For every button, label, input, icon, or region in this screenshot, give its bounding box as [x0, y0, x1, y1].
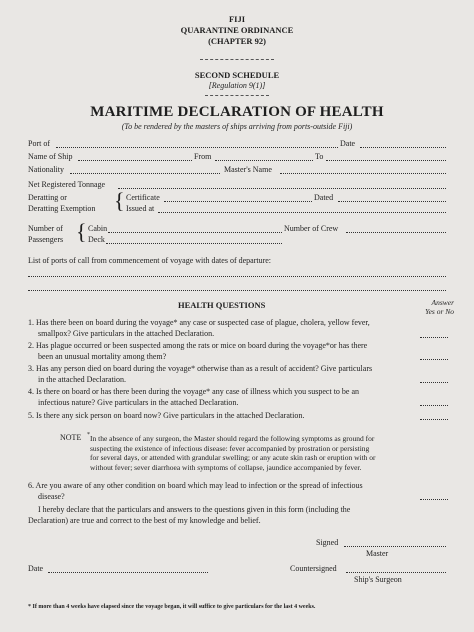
- passengers-brace: {: [76, 219, 87, 244]
- note-label: NOTE: [60, 433, 82, 442]
- from-label: From: [194, 152, 212, 161]
- question-2-line-2: been an unusual mortality among them?: [38, 351, 167, 361]
- question-1: [28, 318, 428, 339]
- declaration-text: [28, 505, 448, 526]
- cabin-label: Cabin: [88, 224, 108, 233]
- dated-label: Dated: [314, 193, 334, 202]
- note-line-2: suspecting the existence of infectious disease: fever accompanied by prostration or persisting: [90, 443, 370, 453]
- ports-list-field-2[interactable]: [28, 290, 446, 291]
- question-3-line-2: in the attached Declaration.: [38, 374, 126, 384]
- port-field[interactable]: [56, 147, 338, 148]
- note-body: [90, 434, 430, 472]
- question-3: [28, 364, 428, 385]
- footnote: * If more than 4 weeks have elapsed since the voyage began, it will suffice to give particulars for the last 4 weeks.: [28, 604, 316, 610]
- signed-field[interactable]: [344, 546, 446, 547]
- chapter-label: (CHAPTER 92): [208, 36, 266, 46]
- ordinance-title: QUARANTINE ORDINANCE: [180, 25, 294, 35]
- page-title: MARITIME DECLARATION OF HEALTH: [90, 104, 384, 120]
- masters-name-field[interactable]: [280, 173, 446, 174]
- port-label: Port of: [28, 139, 50, 148]
- signed-label: Signed: [316, 538, 339, 547]
- certificate-field[interactable]: [164, 201, 312, 202]
- to-label: To: [315, 152, 324, 161]
- nationality-field[interactable]: [70, 173, 220, 174]
- answer-5-field[interactable]: [420, 419, 448, 420]
- date-label: Date: [340, 139, 356, 148]
- tonnage-field[interactable]: [118, 188, 446, 189]
- sign-date-field[interactable]: [48, 572, 208, 573]
- question-1-line-1: 1. Has there been on board during the voyage* any case or suspected case of plague, cholera, yellow fever,: [28, 318, 370, 327]
- question-1-line-2: smallpox? Give particulars in the attached Declaration.: [38, 328, 215, 338]
- question-4-line-2: infectious nature? Give particulars in the attached Declaration.: [38, 397, 239, 407]
- deratting-label: Deratting or: [28, 193, 67, 202]
- answer-label: Answer: [431, 298, 454, 307]
- deck-field[interactable]: [106, 243, 282, 244]
- number-of-label: Number of: [28, 224, 63, 233]
- ship-name-label: Name of Ship: [28, 152, 73, 161]
- answer-1-field[interactable]: [420, 337, 448, 338]
- note-line-3: for several days, or attended with grandular swelling; or any acute skin rash or eruption with or: [90, 453, 376, 462]
- ship-name-field[interactable]: [78, 160, 192, 161]
- declaration-line-1: I hereby declare that the particulars and answers to the questions given in this form (including the: [38, 505, 351, 514]
- answer-4-field[interactable]: [420, 405, 448, 406]
- passengers-label: Passengers: [28, 235, 64, 244]
- question-2: [28, 341, 428, 362]
- answer-2-field[interactable]: [420, 359, 448, 360]
- masters-name-label: Master's Name: [224, 165, 272, 174]
- schedule-label: SECOND SCHEDULE: [194, 70, 280, 80]
- question-4-line-1: 4. Is there on board or has there been during the voyage* any case of illness which you suspect to be an: [28, 387, 360, 396]
- question-3-line-1: 3. Has any person died on board during the voyage* otherwise than as a result of accident? Give particulars: [28, 364, 373, 373]
- country-name: FIJI: [228, 14, 246, 24]
- deratting-exemption-label: Deratting Exemption: [28, 204, 96, 213]
- to-field[interactable]: [326, 160, 446, 161]
- header-divider: [200, 59, 274, 60]
- issued-at-label: Issued at: [126, 204, 155, 213]
- answer-6-field[interactable]: [420, 499, 448, 500]
- countersigned-label: Countersigned: [290, 564, 337, 573]
- surgeon-label: Ship's Surgeon: [354, 575, 402, 584]
- question-6: [28, 481, 428, 502]
- note-marker: *: [87, 432, 90, 438]
- deck-label: Deck: [88, 235, 105, 244]
- nationality-label: Nationality: [28, 165, 64, 174]
- ports-list-field-1[interactable]: [28, 276, 446, 277]
- question-2-line-1: 2. Has plague occurred or been suspected among the rats or mice on board during the voyage*or has there: [28, 341, 368, 350]
- regulation-label: [Regulation 9(1)]: [208, 81, 266, 90]
- countersigned-field[interactable]: [346, 572, 446, 573]
- declaration-line-2: Declaration) are true and correct to the best of my knowledge and belief.: [28, 515, 261, 525]
- master-label: Master: [366, 549, 389, 558]
- answer-3-field[interactable]: [420, 382, 448, 383]
- note-line-1: In the absence of any surgeon, the Master should regard the following symptoms as ground for: [90, 434, 375, 443]
- health-questions-heading: HEALTH QUESTIONS: [178, 300, 266, 310]
- tonnage-label: Net Registered Tonnage: [28, 180, 106, 189]
- question-4: [28, 387, 428, 408]
- date-field[interactable]: [360, 147, 446, 148]
- question-6-line-2: disease?: [38, 491, 65, 501]
- answer-options-label: Yes or No: [425, 307, 454, 316]
- schedule-divider: [205, 95, 269, 96]
- deratting-brace: {: [114, 188, 125, 213]
- cabin-field[interactable]: [108, 232, 282, 233]
- crew-label: Number of Crew: [284, 224, 339, 233]
- note-line-4: without fever; sever diarrhoea with symptoms of collapse, jaundice accompanied by fever.: [90, 462, 362, 472]
- certificate-label: Certificate: [126, 193, 160, 202]
- sign-date-label: Date: [28, 564, 44, 573]
- issued-at-field[interactable]: [158, 212, 446, 213]
- ports-list-label: List of ports of call from commencement of voyage with dates of departure:: [28, 256, 272, 265]
- question-6-line-1: 6. Are you aware of any other condition on board which may lead to infection or the spread of infectious: [28, 481, 363, 490]
- crew-field[interactable]: [346, 232, 446, 233]
- question-5: 5. Is there any sick person on board now? Give particulars in the attached Declaration.: [28, 411, 305, 420]
- dated-field[interactable]: [338, 201, 446, 202]
- page-subtitle: (To be rendered by the masters of ships arriving from ports-outside Fiji): [121, 122, 353, 131]
- from-field[interactable]: [215, 160, 313, 161]
